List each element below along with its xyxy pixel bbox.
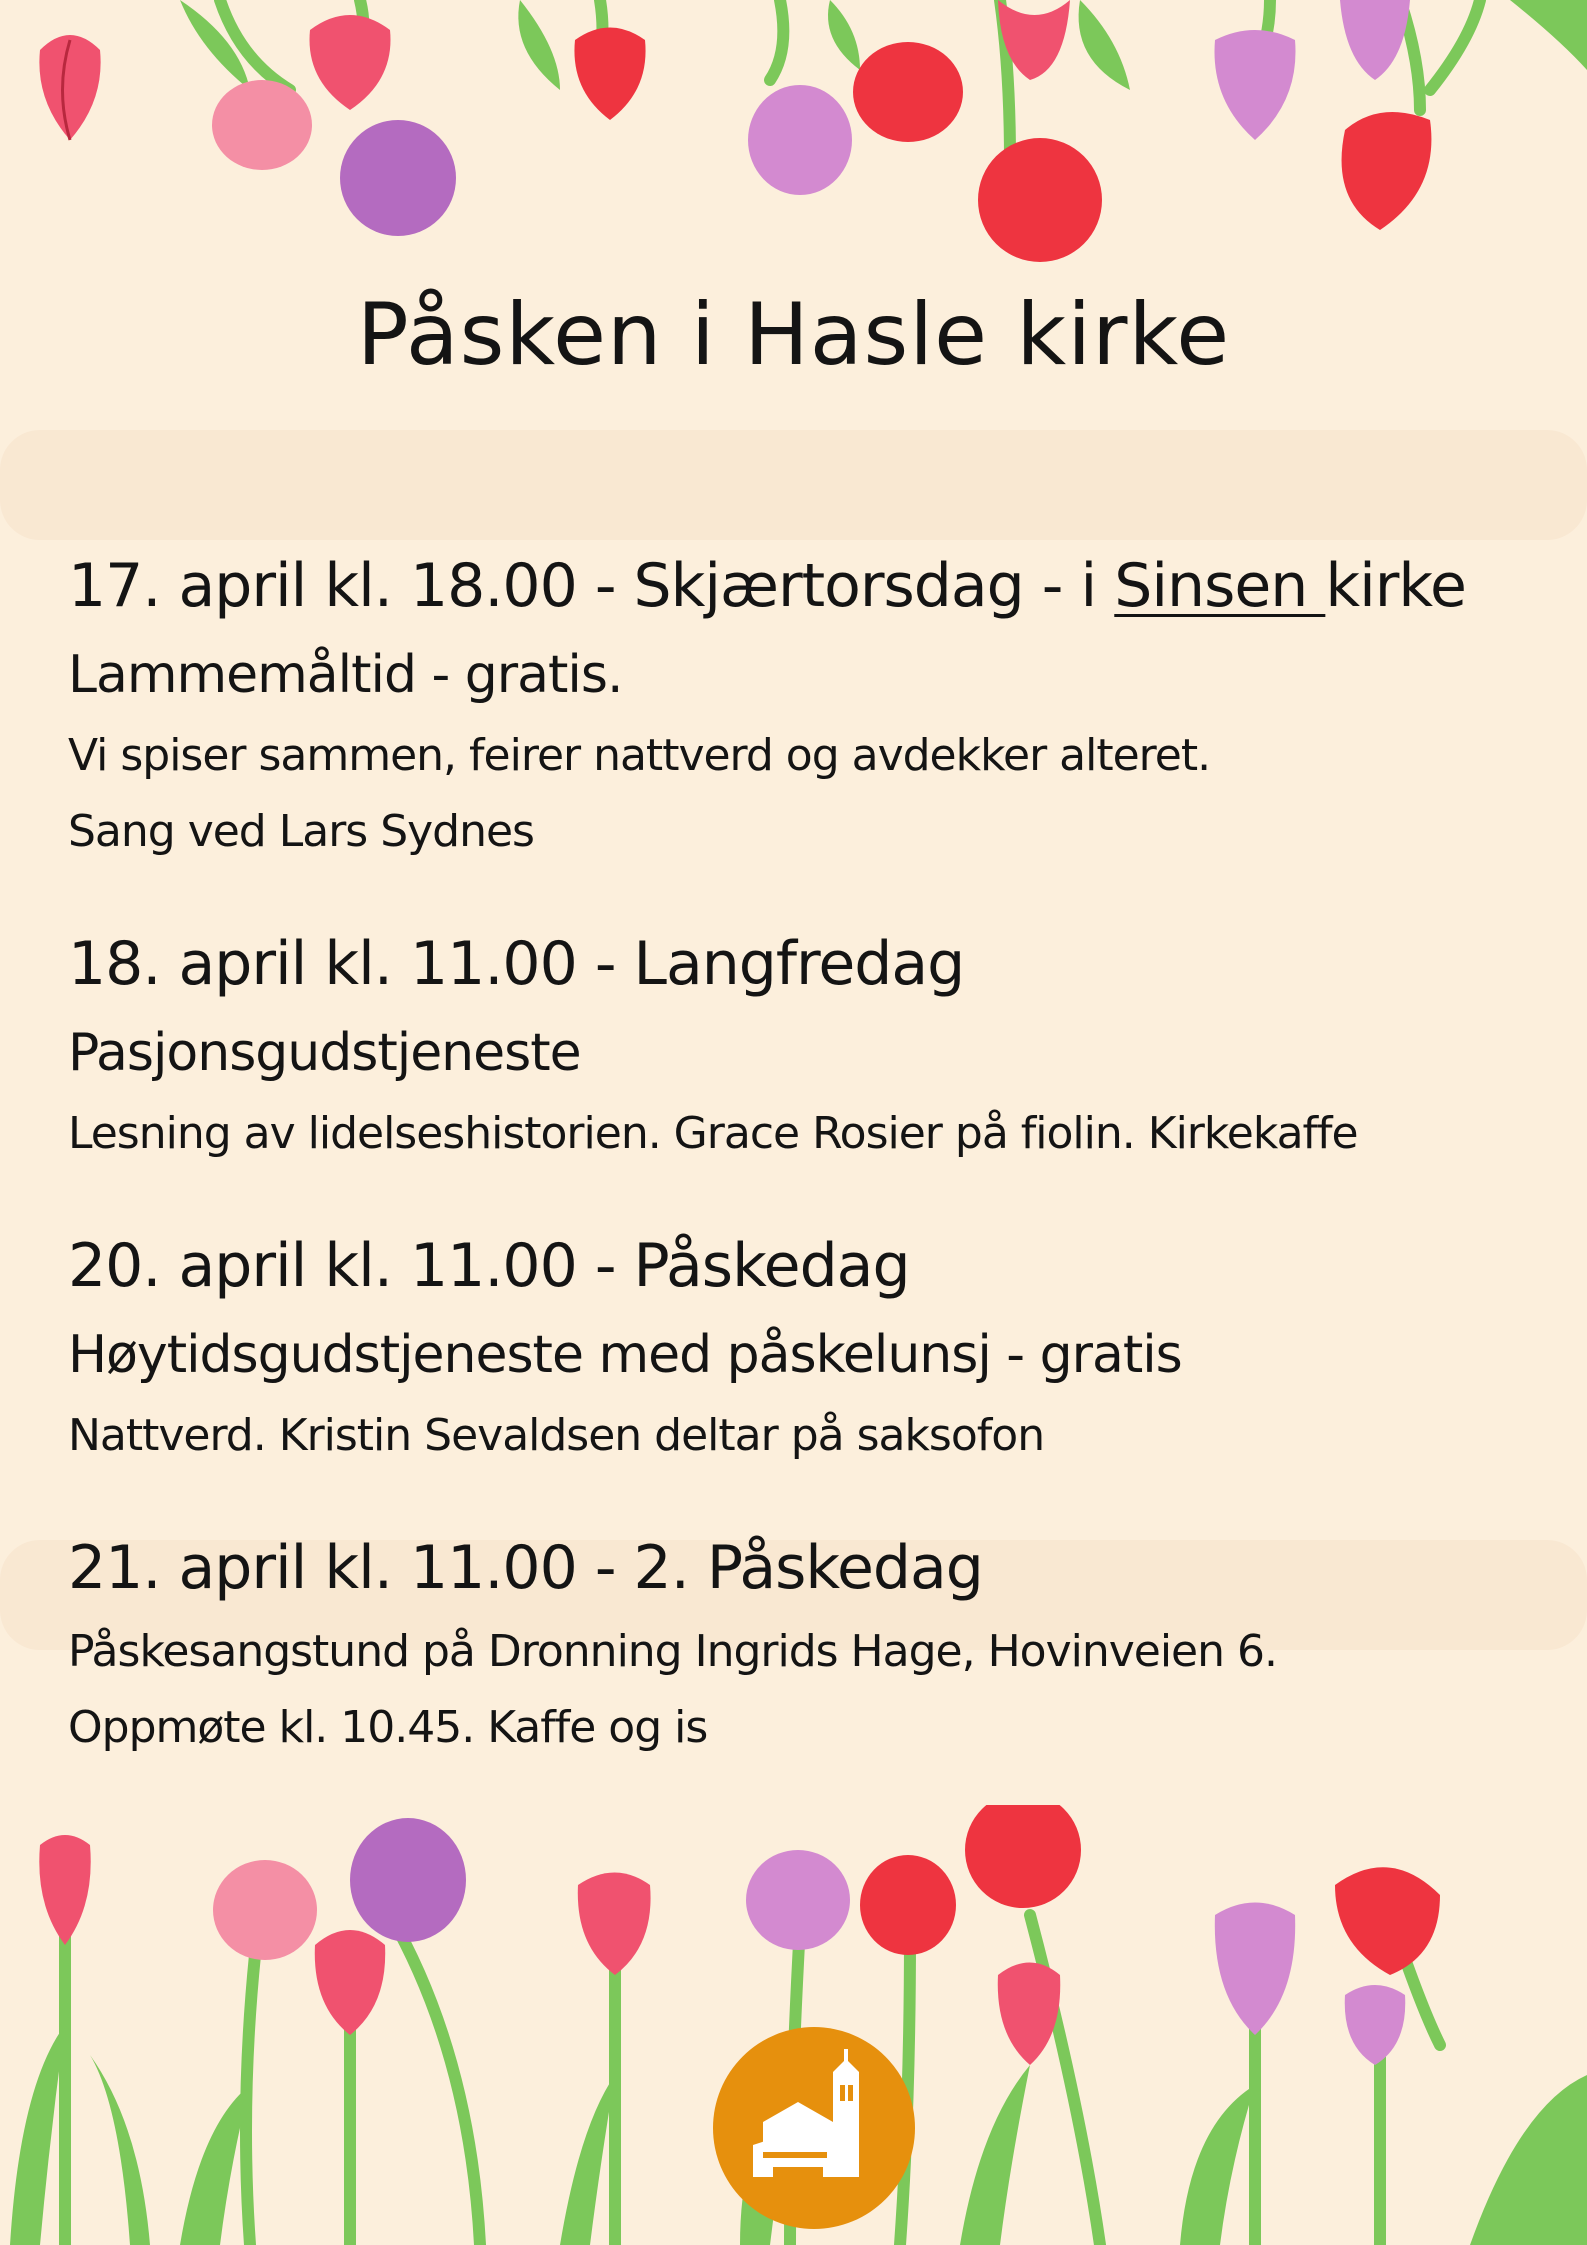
church-icon bbox=[713, 2027, 915, 2229]
event-2-paaskedag bbox=[68, 1522, 1548, 1766]
event-langfredag bbox=[68, 918, 1548, 1172]
event-subtitle: Pasjonsgudstjeneste bbox=[68, 1023, 581, 1083]
event-heading-text: kirke bbox=[1325, 551, 1466, 621]
event-detail: Vi spiser sammen, feirer nattverd og avdekker alteret. bbox=[68, 730, 1211, 781]
event-list bbox=[68, 540, 1548, 1814]
event-detail: Lesning av lidelseshistorien. Grace Rosier på fiolin. Kirkekaffe bbox=[68, 1108, 1358, 1159]
event-detail: Sang ved Lars Sydnes bbox=[68, 806, 534, 857]
event-detail: Nattverd. Kristin Sevaldsen deltar på saksofon bbox=[68, 1410, 1045, 1461]
event-detail: Oppmøte kl. 10.45. Kaffe og is bbox=[68, 1702, 708, 1753]
event-subtitle: Høytidsgudstjeneste med påskelunsj - gratis bbox=[68, 1325, 1182, 1385]
event-subtitle: Lammemåltid - gratis. bbox=[68, 645, 623, 705]
event-heading bbox=[68, 540, 1548, 632]
event-skjaertorsdag bbox=[68, 540, 1548, 870]
event-heading: 21. april kl. 11.00 - 2. Påskedag bbox=[68, 1533, 983, 1603]
church-logo bbox=[713, 2027, 915, 2229]
event-detail: Påskesangstund på Dronning Ingrids Hage, Hovinveien 6. bbox=[68, 1626, 1277, 1677]
event-heading: 18. april kl. 11.00 - Langfredag bbox=[68, 929, 965, 999]
tulip-icon bbox=[39, 35, 100, 140]
event-heading-text: 17. april kl. 18.00 - Skjærtorsdag - i bbox=[68, 551, 1115, 621]
event-heading: 20. april kl. 11.00 - Påskedag bbox=[68, 1231, 910, 1301]
background-swash bbox=[0, 430, 1587, 540]
top-tulip-border bbox=[0, 0, 1587, 300]
event-paaskedag bbox=[68, 1220, 1548, 1474]
sinsen-link[interactable]: Sinsen bbox=[1114, 551, 1326, 621]
page-title: Påsken i Hasle kirke bbox=[356, 285, 1231, 385]
